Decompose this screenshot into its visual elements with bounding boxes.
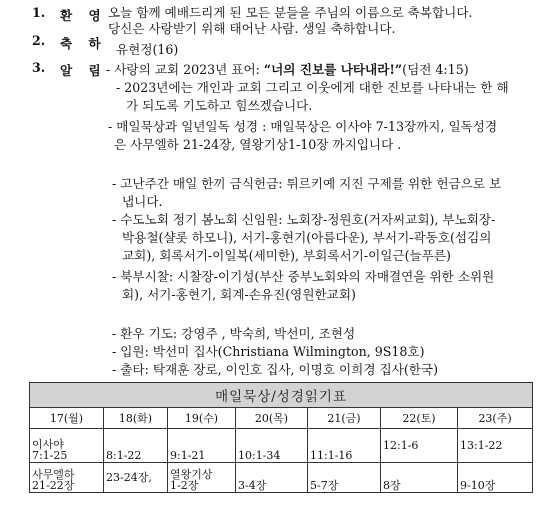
table-cell: 5-7장 <box>308 463 381 493</box>
table-cell: 23-24장, <box>104 463 168 493</box>
day-header: 18(화) <box>104 408 168 429</box>
welcome-text: 오늘 함께 예배드리게 된 모든 분들을 주님의 이름으로 축복합니다. <box>108 5 473 20</box>
table-row <box>30 429 533 463</box>
hospital-notice: - 입원: 박선미 집사(Christiana Wilmington, 9S18호) <box>112 344 425 359</box>
table-cell: 9:1-21 <box>168 429 236 463</box>
section-number: 3. <box>32 60 46 75</box>
table-title-row <box>30 383 533 408</box>
day-header: 17(월) <box>30 408 104 429</box>
north-district-notice-cont: 회), 서기-홍현기, 회계-손유진(영원한교회) <box>122 287 356 302</box>
table-cell: 11:1-16 <box>308 429 381 463</box>
table-cell <box>30 429 104 463</box>
motto-description-cont: 가 되도록 기도하고 힘쓰겠습니다. <box>126 98 313 113</box>
section-number: 2. <box>32 33 46 48</box>
table-cell: 13:1-22 <box>458 429 533 463</box>
table-cell: 12:1-6 <box>381 429 458 463</box>
table-cell <box>168 463 236 493</box>
day-header: 22(토) <box>381 408 458 429</box>
table-cell <box>30 463 104 493</box>
motto-line <box>106 62 469 78</box>
assembly-notice: - 수도노회 정기 봄노회 신임원: 노회장-정원호(거자씨교회), 부노회장- <box>112 212 496 227</box>
lent-offering-notice: - 고난주간 매일 한끼 금식헌금: 튀르키예 지진 구제를 위한 헌금으로 보 <box>112 176 502 191</box>
reading-schedule-table <box>29 382 533 493</box>
day-header-row <box>30 408 533 429</box>
day-header: 21(금) <box>308 408 381 429</box>
book-name: 사무엘하 <box>32 468 75 481</box>
motto-reference: (딤전 4:15) <box>402 62 469 77</box>
assembly-notice-cont: 교회), 회록서기-이일복(세미한), 부회록서기-이일근(늘푸른) <box>122 248 451 263</box>
table-cell: 9-10장 <box>458 463 533 493</box>
prayer-notice: - 환우 기도: 강영주 , 박숙희, 박선미, 조현성 <box>112 326 356 341</box>
devotion-notice: - 매일묵상과 일년일독 성경 : 매일묵상은 이사야 7-13장까지, 일독성경 <box>108 119 498 134</box>
schedule-title: 매일묵상/성경읽기표 <box>30 383 533 408</box>
chapter-range: 1-2장 <box>170 479 199 492</box>
day-header: 19(수) <box>168 408 236 429</box>
section-heading-notices: 알 림 <box>60 63 107 78</box>
table-cell: 8장 <box>381 463 458 493</box>
devotion-notice-cont: 은 사무엘하 21-24장, 열왕기상1-10장 까지입니다 . <box>114 137 402 152</box>
day-header: 23(주) <box>458 408 533 429</box>
book-name: 열왕기상 <box>170 468 213 481</box>
table-row <box>30 463 533 493</box>
day-header: 20(목) <box>236 408 308 429</box>
motto-description: - 2023년에는 개인과 교회 그리고 이웃에게 대한 진보를 나타내는 한 해 <box>116 80 509 95</box>
assembly-notice-cont: 박용철(샬롯 하모니), 서기-홍현기(아름다운), 부서기-곽동호(섬김의 <box>122 230 492 245</box>
travel-notice: - 출타: 탁재훈 장로, 이인호 집사, 이명호 이희경 집사(한국) <box>112 362 438 377</box>
birthday-name: 유현정(16) <box>116 42 179 57</box>
motto-prefix: - 사랑의 교회 2023년 표어: <box>106 62 264 77</box>
table-cell: 3-4장 <box>236 463 308 493</box>
section-number: 1. <box>32 5 46 20</box>
section-heading-welcome: 환 영 <box>60 8 107 23</box>
motto-quote: “너의 진보를 나타내라!” <box>263 62 403 77</box>
chapter-range: 7:1-25 <box>32 449 68 462</box>
lent-offering-notice-cont: 냅니다. <box>122 194 163 209</box>
congrats-text: 당신은 사랑받기 위해 태어난 사람. 생일 축하합니다. <box>108 21 396 36</box>
book-name: 이사야 <box>32 438 64 451</box>
table-cell: 10:1-34 <box>236 429 308 463</box>
table-cell: 8:1-22 <box>104 429 168 463</box>
chapter-range: 21-22장 <box>32 479 75 492</box>
north-district-notice: - 북부시찰: 시찰장-이기성(부산 중부노회와의 자매결연을 위한 소위원 <box>112 269 495 284</box>
section-heading-congrats: 축 하 <box>60 36 107 51</box>
